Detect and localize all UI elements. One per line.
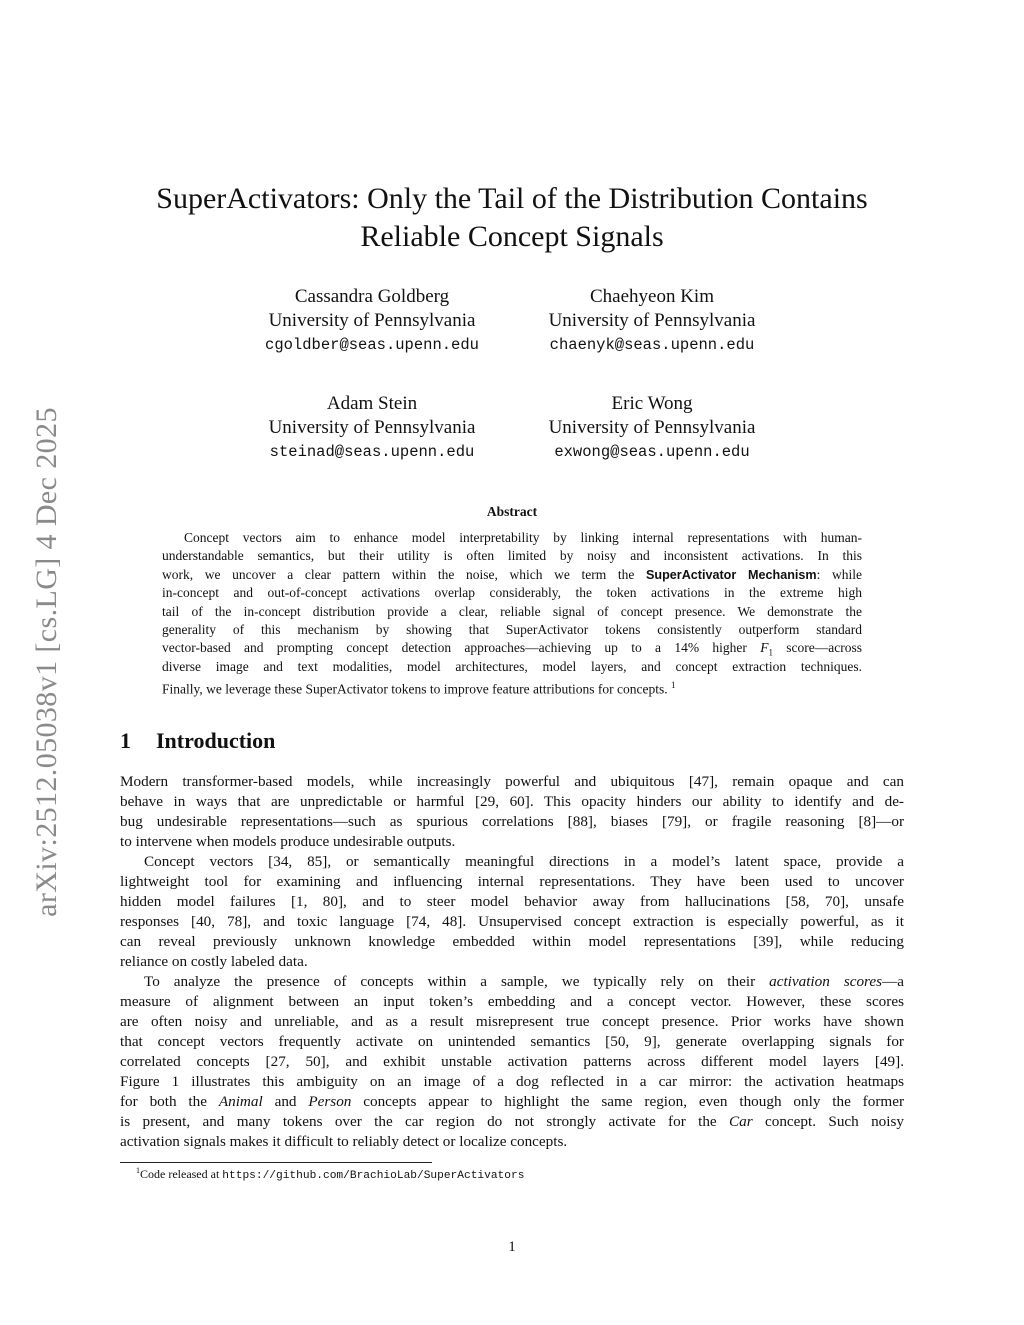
body-line: is present, and many tokens over the car region do not strongly activate for the Car concept. Such noisy	[120, 1113, 904, 1130]
body-line: reliance on costly labeled data.	[120, 953, 308, 970]
body-line: are often noisy and unreliable, and as a result misrepresent true concept presence. Prior works have shown	[120, 1013, 904, 1030]
section-number: 1	[120, 728, 131, 753]
abstract-line: work, we uncover a clear pattern within the noise, which we term the SuperActivator Mechanism: while	[162, 566, 862, 582]
author-affiliation: University of Pennsylvania	[268, 310, 476, 331]
body-line: to intervene when models produce undesirable outputs.	[120, 833, 456, 850]
arxiv-stamp: arXiv:2512.05038v1 [cs.LG] 4 Dec 2025	[30, 407, 63, 917]
footnote: $^1$Code released at https://github.com/BrachioLab/SuperActivators	[136, 1166, 525, 1182]
author-email: cgoldber@seas.upenn.edu	[265, 336, 479, 354]
abstract-line: diverse image and text modalities, model architectures, model layers, and concept extraction techniques.	[162, 658, 862, 674]
mechanism-term: SuperActivator Mechanism	[646, 567, 817, 582]
body-line: To analyze the presence of concepts within a sample, we typically rely on their activation scores—a	[144, 973, 904, 990]
author-affiliation: University of Pennsylvania	[268, 417, 476, 438]
author-name: Adam Stein	[326, 393, 418, 414]
body-line: Figure 1 illustrates this ambiguity on an image of a dog reflected in a car mirror: the activation heatmaps	[120, 1073, 904, 1090]
body-line: correlated concepts [27, 50], and exhibit unstable activation patterns across different model layers [49].	[120, 1053, 904, 1070]
abstract-line: understandable semantics, but their utility is often limited by noisy and inconsistent activations. In this	[162, 548, 862, 564]
author-block	[502, 392, 802, 464]
abstract-body	[162, 529, 862, 695]
abstract-line: Concept vectors aim to enhance model interpretability by linking internal representations with human-	[184, 530, 862, 545]
section-heading	[120, 728, 275, 754]
title-line-1: SuperActivators: Only the Tail of the Distribution Contains	[156, 182, 868, 215]
page-number: 1	[508, 1239, 516, 1255]
body-line: can reveal previously unknown knowledge embedded within model representations [39], while reducing	[120, 933, 904, 950]
abstract-line: Finally, we leverage these SuperActivator tokens to improve feature attributions for concepts. $^1$	[162, 680, 676, 697]
author-email: steinad@seas.upenn.edu	[269, 443, 475, 461]
author-name: Eric Wong	[611, 393, 693, 414]
body-line: hidden model failures [1, 80], and to steer model behavior away from hallucinations [58, 70], unsafe	[120, 893, 904, 910]
body-line: bug undesirable representations—such as spurious correlations [88], biases [79], or fragile reasoning [8]—or	[120, 813, 904, 830]
author-email: chaenyk@seas.upenn.edu	[549, 336, 755, 354]
abstract-line: vector-based and prompting concept detection approaches—achieving up to a 14% higher $F_1$ score—across	[162, 640, 862, 659]
body-line: measure of alignment between an input token’s embedding and a concept vector. However, these scores	[120, 993, 904, 1010]
footnote-rule	[120, 1162, 432, 1163]
intro-body	[120, 772, 904, 1152]
author-name: Cassandra Goldberg	[294, 286, 450, 307]
body-line: behave in ways that are unpredictable or harmful [29, 60]. This opacity hinders our ability to identify and de-	[120, 793, 904, 810]
author-block	[502, 285, 802, 357]
section-title: Introduction	[156, 728, 276, 753]
body-line: that concept vectors frequently activate on unintended semantics [50, 9], generate overlapping signals for	[120, 1033, 904, 1050]
author-affiliation: University of Pennsylvania	[548, 417, 756, 438]
footnote-mark: 1	[670, 680, 676, 691]
author-name: Chaehyeon Kim	[589, 286, 714, 307]
body-line: lightweight tool for examining and influencing internal representations. They have been used to uncover	[120, 873, 904, 890]
body-line: Concept vectors [34, 85], or semantically meaningful directions in a model’s latent space, provide a	[144, 853, 904, 870]
body-line: responses [40, 78], and toxic language [74, 48]. Unsupervised concept extraction is especially powerful, as it	[120, 913, 904, 930]
body-line: activation signals makes it difficult to reliably detect or localize concepts.	[120, 1133, 568, 1150]
abstract-line: in-concept and out-of-concept activations overlap considerably, the token activations in the extreme high	[162, 585, 862, 601]
author-email: exwong@seas.upenn.edu	[554, 443, 750, 461]
abstract-line: tail of the in-concept distribution provide a clear, reliable signal of concept presence. We demonstrate the	[162, 603, 862, 619]
footnote-number: 1	[136, 1166, 140, 1175]
author-block	[222, 392, 522, 464]
author-block	[222, 285, 522, 357]
body-line: Modern transformer-based models, while increasingly powerful and ubiquitous [47], remain opaque and can	[120, 773, 904, 790]
body-line: for both the Animal and Person concepts appear to highlight the same region, even though only the former	[120, 1093, 904, 1110]
author-affiliation: University of Pennsylvania	[548, 310, 756, 331]
title-line-2: Reliable Concept Signals	[360, 220, 664, 253]
code-link[interactable]: https://github.com/BrachioLab/SuperActivators	[222, 1170, 525, 1182]
paper-title	[120, 180, 904, 256]
abstract-line: generality of this mechanism by showing that SuperActivator tokens consistently outperform standard	[162, 621, 862, 637]
abstract-heading: Abstract	[486, 504, 538, 519]
